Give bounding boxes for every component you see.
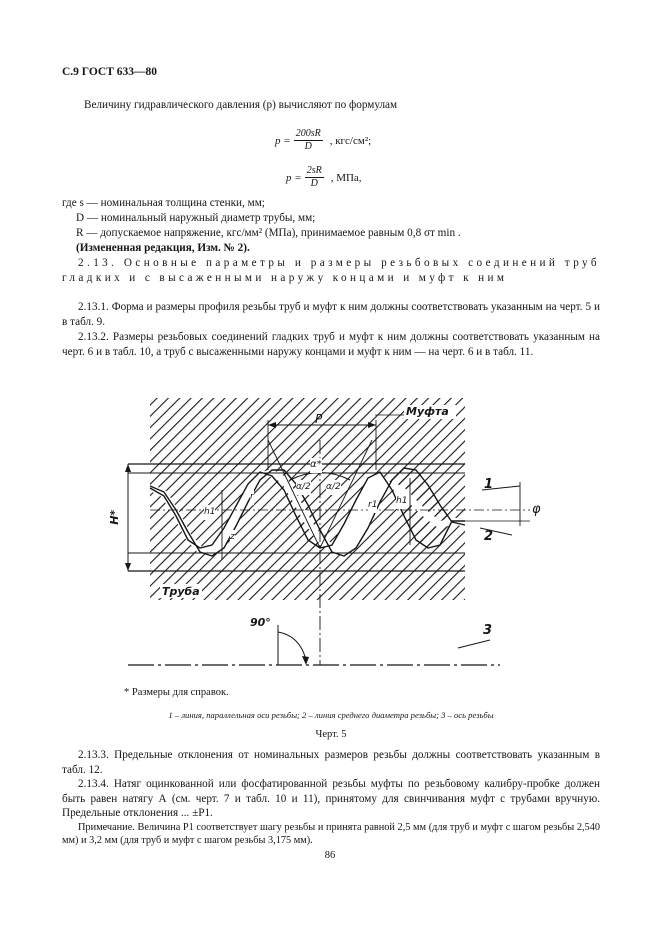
label-truba: Труба bbox=[162, 585, 200, 598]
running-header: С.9 ГОСТ 633—80 bbox=[62, 66, 158, 78]
label-z: z bbox=[230, 530, 235, 545]
label-phi: φ bbox=[532, 502, 541, 517]
fraction-denominator: D bbox=[310, 178, 318, 189]
intro-text: Величину гидравлического давления (р) вычисляют по формулам bbox=[84, 99, 398, 111]
footnote: * Размеры для справок. bbox=[124, 687, 229, 698]
note: Примечание. Величина Р1 соответствует шагу резьбы и принята равной 2,5 мм (для труб и муфт с шагом резьбы 2,540 мм) и 3,2 мм (для труб и муфт с шагом резьбы 3,175 мм). bbox=[62, 822, 600, 847]
label-half-alpha-left: α/2 bbox=[296, 480, 311, 495]
formula-units: , МПа, bbox=[330, 171, 362, 184]
where-line-1: где s — номинальная толщина стенки, мм; bbox=[62, 197, 265, 209]
label-half-alpha-right: α/2 bbox=[326, 480, 341, 495]
section-2-13-3: 2.13.3. Предельные отклонения от номинальных размеров резьбы должны соответствовать указанным в табл. 12. bbox=[62, 749, 600, 776]
label-90-deg: 90° bbox=[250, 616, 271, 629]
label-mufta: Муфта bbox=[406, 405, 449, 418]
label-line-3: 3 bbox=[483, 623, 493, 638]
where-line-3: R — допускаемое напряжение, кгс/мм² (МПа), принимаемое равным 0,8 σт min . bbox=[76, 227, 461, 239]
drawing-caption: Черт. 5 bbox=[315, 729, 347, 740]
label-h1-left: h1 bbox=[204, 505, 215, 520]
label-r1: r1 bbox=[368, 498, 377, 513]
section-2-13-1: 2.13.1. Форма и размеры профиля резьбы труб и муфт к ним должны соответствовать указанным на черт. 5 и в табл. 9. bbox=[62, 301, 600, 328]
formula-lhs: p = bbox=[275, 134, 291, 147]
label-alpha: α* bbox=[310, 458, 322, 473]
fraction-numerator: 200sR bbox=[295, 128, 321, 139]
label-line-1: 1 bbox=[484, 477, 494, 492]
edition-note: (Измененная редакция, Изм. № 2). bbox=[76, 242, 250, 254]
fraction-denominator: D bbox=[304, 141, 312, 152]
fraction-numerator: 2sR bbox=[306, 165, 322, 176]
label-height: H* bbox=[108, 509, 122, 525]
where-line-2: D — номинальный наружный диаметр трубы, мм; bbox=[76, 212, 316, 224]
page-number: 86 bbox=[324, 850, 336, 861]
label-h1-right: h1 bbox=[396, 494, 407, 509]
formula-units: , кгс/см²; bbox=[329, 134, 372, 147]
section-2-13-2: 2.13.2. Размеры резьбовых соединений гладких труб и муфт к ним должны соответствовать указанным на черт. 6 и в табл. 10, а труб с высаженными наружу концами и муфт к ним — на черт. 6 и в табл. 11. bbox=[62, 331, 600, 358]
formula-lhs: p = bbox=[286, 171, 302, 184]
drawing-legend: 1 – линия, параллельная оси резьбы; 2 – линия среднего диаметра резьбы; 3 – ось резьбы bbox=[168, 710, 494, 720]
section-2-13-title: 2.13. Основные параметры и размеры резьбовых соединений труб гладких и с высаженными наружу концами и муфт к ним bbox=[62, 257, 600, 284]
label-r: r bbox=[250, 490, 254, 505]
label-line-2: 2 bbox=[484, 529, 494, 544]
label-pitch: P bbox=[315, 412, 323, 426]
section-2-13-4: 2.13.4. Натяг оцинкованной или фосфатированной резьбы муфты по резьбовому калибру-пробке должен быть равен натягу А (см. черт. 7 и табл. 10 и 11), принятому для свинчивания муфт с трубами вручную. Предельные отклонения ... ±Р1. bbox=[62, 778, 600, 820]
